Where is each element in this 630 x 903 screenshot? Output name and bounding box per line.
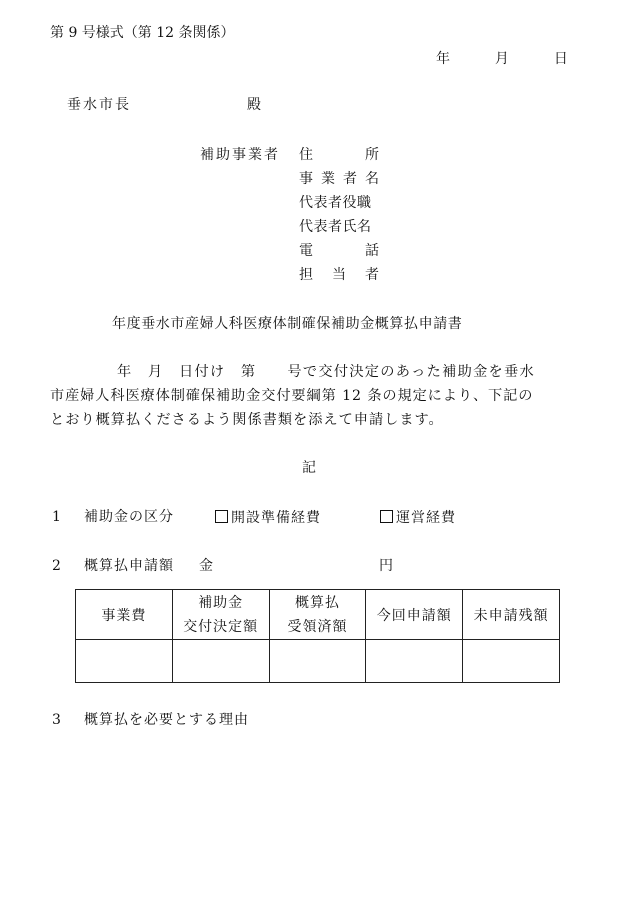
table-header-row (76, 590, 559, 640)
header-line: 受領済額 (287, 618, 348, 635)
char: 事 (299, 171, 313, 187)
field-rep-title (299, 196, 372, 210)
header-project-cost (76, 590, 173, 639)
char: 者 (343, 171, 357, 187)
header-this-request-text: 今回申請額 (376, 607, 452, 624)
header-received-lines (287, 591, 347, 639)
cell-grant-decided[interactable] (173, 640, 270, 683)
item-2-unit: 円 (379, 558, 393, 574)
cell-remaining[interactable] (463, 640, 559, 683)
header-project-cost-text: 事業費 (101, 607, 147, 624)
date-line (436, 52, 568, 66)
item-2-label: 概算払申請額 (84, 558, 174, 574)
date-year: 年 (436, 51, 450, 67)
item-3-number: 3 (52, 712, 61, 728)
field-company-name (299, 172, 379, 186)
cell-project-cost[interactable] (76, 640, 173, 683)
item-2-amount-field[interactable] (218, 556, 374, 576)
char: 担 (299, 267, 313, 283)
date-day: 日 (553, 51, 568, 67)
header-line: 補助金 (198, 594, 244, 611)
document-title: 年度垂水市産婦人科医療体制確保補助金概算払申請書 (112, 316, 463, 332)
body-line-2: 市産婦人科医療体制確保補助金交付要綱第 12 条の規定により、下記の (50, 388, 534, 404)
field-address-a: 住 (299, 147, 313, 163)
ki-heading: 記 (302, 460, 316, 476)
header-grant-decided-lines (183, 591, 258, 639)
field-address-b: 所 (365, 147, 379, 163)
char: 者 (365, 267, 379, 283)
char: 名 (365, 171, 379, 187)
form-number: 第 9 号様式（第 12 条関係） (50, 25, 235, 41)
option-operating-cost-label: 運営経費 (396, 510, 456, 526)
addressee-honorific: 殿 (247, 97, 261, 113)
field-rep-name-text: 代表者氏名 (299, 219, 372, 235)
item-1 (52, 510, 61, 524)
field-rep-title-text: 代表者役職 (299, 195, 372, 211)
field-contact (299, 268, 379, 282)
char: 話 (365, 243, 379, 259)
header-grant-decided (173, 590, 270, 639)
char: 当 (332, 267, 346, 283)
body-line-1: 年 月 日付け 第 号で交付決定のあった補助金を垂水 (117, 364, 536, 380)
field-rep-name (299, 220, 372, 234)
option-operating-cost[interactable] (380, 510, 456, 525)
date-month: 月 (494, 51, 509, 67)
field-address (299, 148, 379, 162)
option-setup-cost-label: 開設準備経費 (231, 510, 321, 526)
field-phone (299, 244, 379, 258)
table-row (76, 640, 559, 683)
header-line: 概算払 (294, 594, 340, 611)
char: 電 (299, 243, 313, 259)
checkbox-setup-cost[interactable] (215, 510, 228, 523)
header-line: 交付決定額 (183, 618, 259, 635)
header-this-request (366, 590, 463, 639)
header-received (270, 590, 367, 639)
amount-table (75, 589, 560, 683)
addressee-name: 垂水市長 (67, 97, 131, 113)
header-remaining-text: 未申請残額 (473, 607, 549, 624)
item-1-label: 補助金の区分 (84, 509, 174, 525)
cell-this-request[interactable] (366, 640, 463, 683)
applicant-label: 補助事業者 (200, 147, 280, 163)
cell-received[interactable] (270, 640, 367, 683)
item-3-label: 概算払を必要とする理由 (84, 712, 249, 728)
header-remaining (463, 590, 559, 639)
item-1-number: 1 (52, 509, 61, 525)
checkbox-operating-cost[interactable] (380, 510, 393, 523)
item-2-number: 2 (52, 558, 61, 574)
body-line-3: とおり概算払くださるよう関係書類を添えて申請します。 (50, 412, 444, 428)
char: 業 (321, 171, 335, 187)
item-2-prefix: 金 (199, 558, 213, 574)
option-setup-cost[interactable] (215, 510, 321, 525)
